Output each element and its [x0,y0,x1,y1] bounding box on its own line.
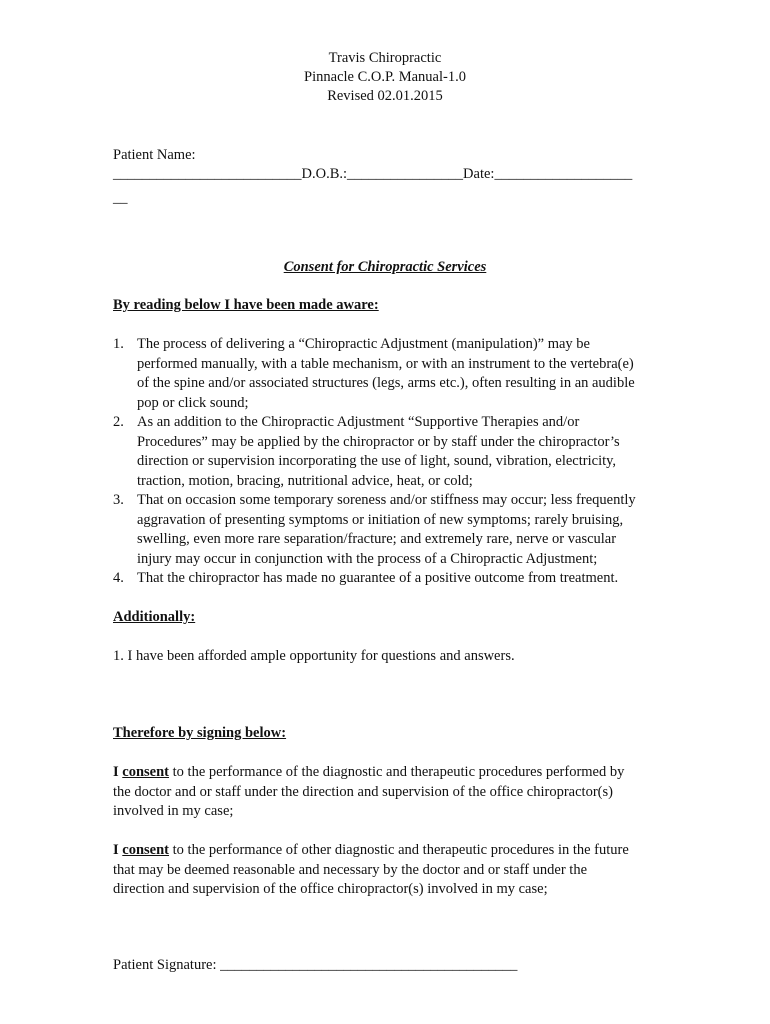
consent-text: to the performance of other diagnostic and therapeutic procedures in the future [169,842,629,858]
consent-prefix: I [113,764,123,780]
list-item-line: The process of delivering a “Chiropractic Adjustment (manipulation)” may be [137,336,590,352]
consent-line: the doctor and or staff under the direction and supervision of the office chiropractor(s) [113,783,613,800]
list-item-line: injury may occur in conjunction with the process of a Chiropractic Adjustment; [137,550,598,567]
consent-line: direction and supervision of the office chiropractor(s) involved in my case; [113,881,548,897]
aware-list [113,335,673,589]
consent-paragraph-2 [113,841,663,900]
consent-prefix: I [113,842,123,858]
list-item-line: That on occasion some temporary soreness and/or stiffness may occur; less frequently [137,492,636,508]
list-item-line: swelling, even more rare separation/fracture; and extremely rare, nerve or vascular [137,531,617,547]
patient-info-line [113,166,632,183]
list-item [113,569,673,589]
list-item-number: 1. [113,336,124,352]
list-item [113,335,673,413]
consent-line: that may be deemed reasonable and necessary by the doctor and or staff under the [113,861,588,878]
additionally-heading: Additionally: [113,609,196,625]
consent-keyword: consent [122,842,170,858]
dob-field[interactable]: ________________ [347,166,464,182]
dob-label: D.O.B.: [301,166,348,182]
manual-version: Pinnacle C.O.P. Manual-1.0 [304,69,466,85]
list-item-line: Procedures” may be applied by the chiropractor or by staff under the chiropractor’s [137,433,620,450]
revision-date: Revised 02.01.2015 [327,88,443,104]
signature-field[interactable]: _________________________________________ [220,957,518,973]
clinic-name: Travis Chiropractic [328,50,442,66]
signature-line [113,957,517,974]
patient-info-wrap-blank: __ [113,190,128,206]
consent-paragraph-1 [113,763,663,822]
date-field[interactable]: ___________________ [494,166,633,182]
list-item [113,491,673,569]
consent-line [113,841,663,861]
patient-name-label: Patient Name: [113,147,196,163]
consent-keyword: consent [122,764,170,780]
list-item-line: of the spine and/or associated structures (legs, arms etc.), often resulting in an audible [137,375,635,391]
signature-label: Patient Signature: [113,957,221,973]
list-item-number: 3. [113,492,124,508]
patient-name-field[interactable]: __________________________ [113,166,302,182]
list-item-line: performed manually, with a table mechanism, or with an instrument to the vertebra(e) [137,355,634,372]
list-item-line: As an addition to the Chiropractic Adjustment “Supportive Therapies and/or [137,414,580,430]
consent-line [113,763,663,783]
list-item [113,413,673,491]
date-label: Date: [463,166,495,182]
list-item-line: That the chiropractor has made no guarantee of a positive outcome from treatment. [137,570,619,586]
aware-heading: By reading below I have been made aware: [113,297,379,313]
list-item-number: 4. [113,570,124,586]
form-title: Consent for Chiropractic Services [283,259,487,275]
consent-line: involved in my case; [113,803,234,819]
list-item-line: pop or click sound; [137,394,249,411]
list-item-line: aggravation of presenting symptoms or initiation of new symptoms; rarely bruising, [137,511,624,528]
list-item-number: 2. [113,414,124,430]
list-item-line: traction, motion, bracing, nutritional advice, heat, or cold; [137,472,473,489]
additionally-item: 1. I have been afforded ample opportunity for questions and answers. [113,648,515,664]
therefore-heading: Therefore by signing below: [113,725,287,741]
list-item-line: direction or supervision incorporating the use of light, sound, vibration, electricity, [137,453,617,469]
consent-text: to the performance of the diagnostic and therapeutic procedures performed by [169,764,625,780]
